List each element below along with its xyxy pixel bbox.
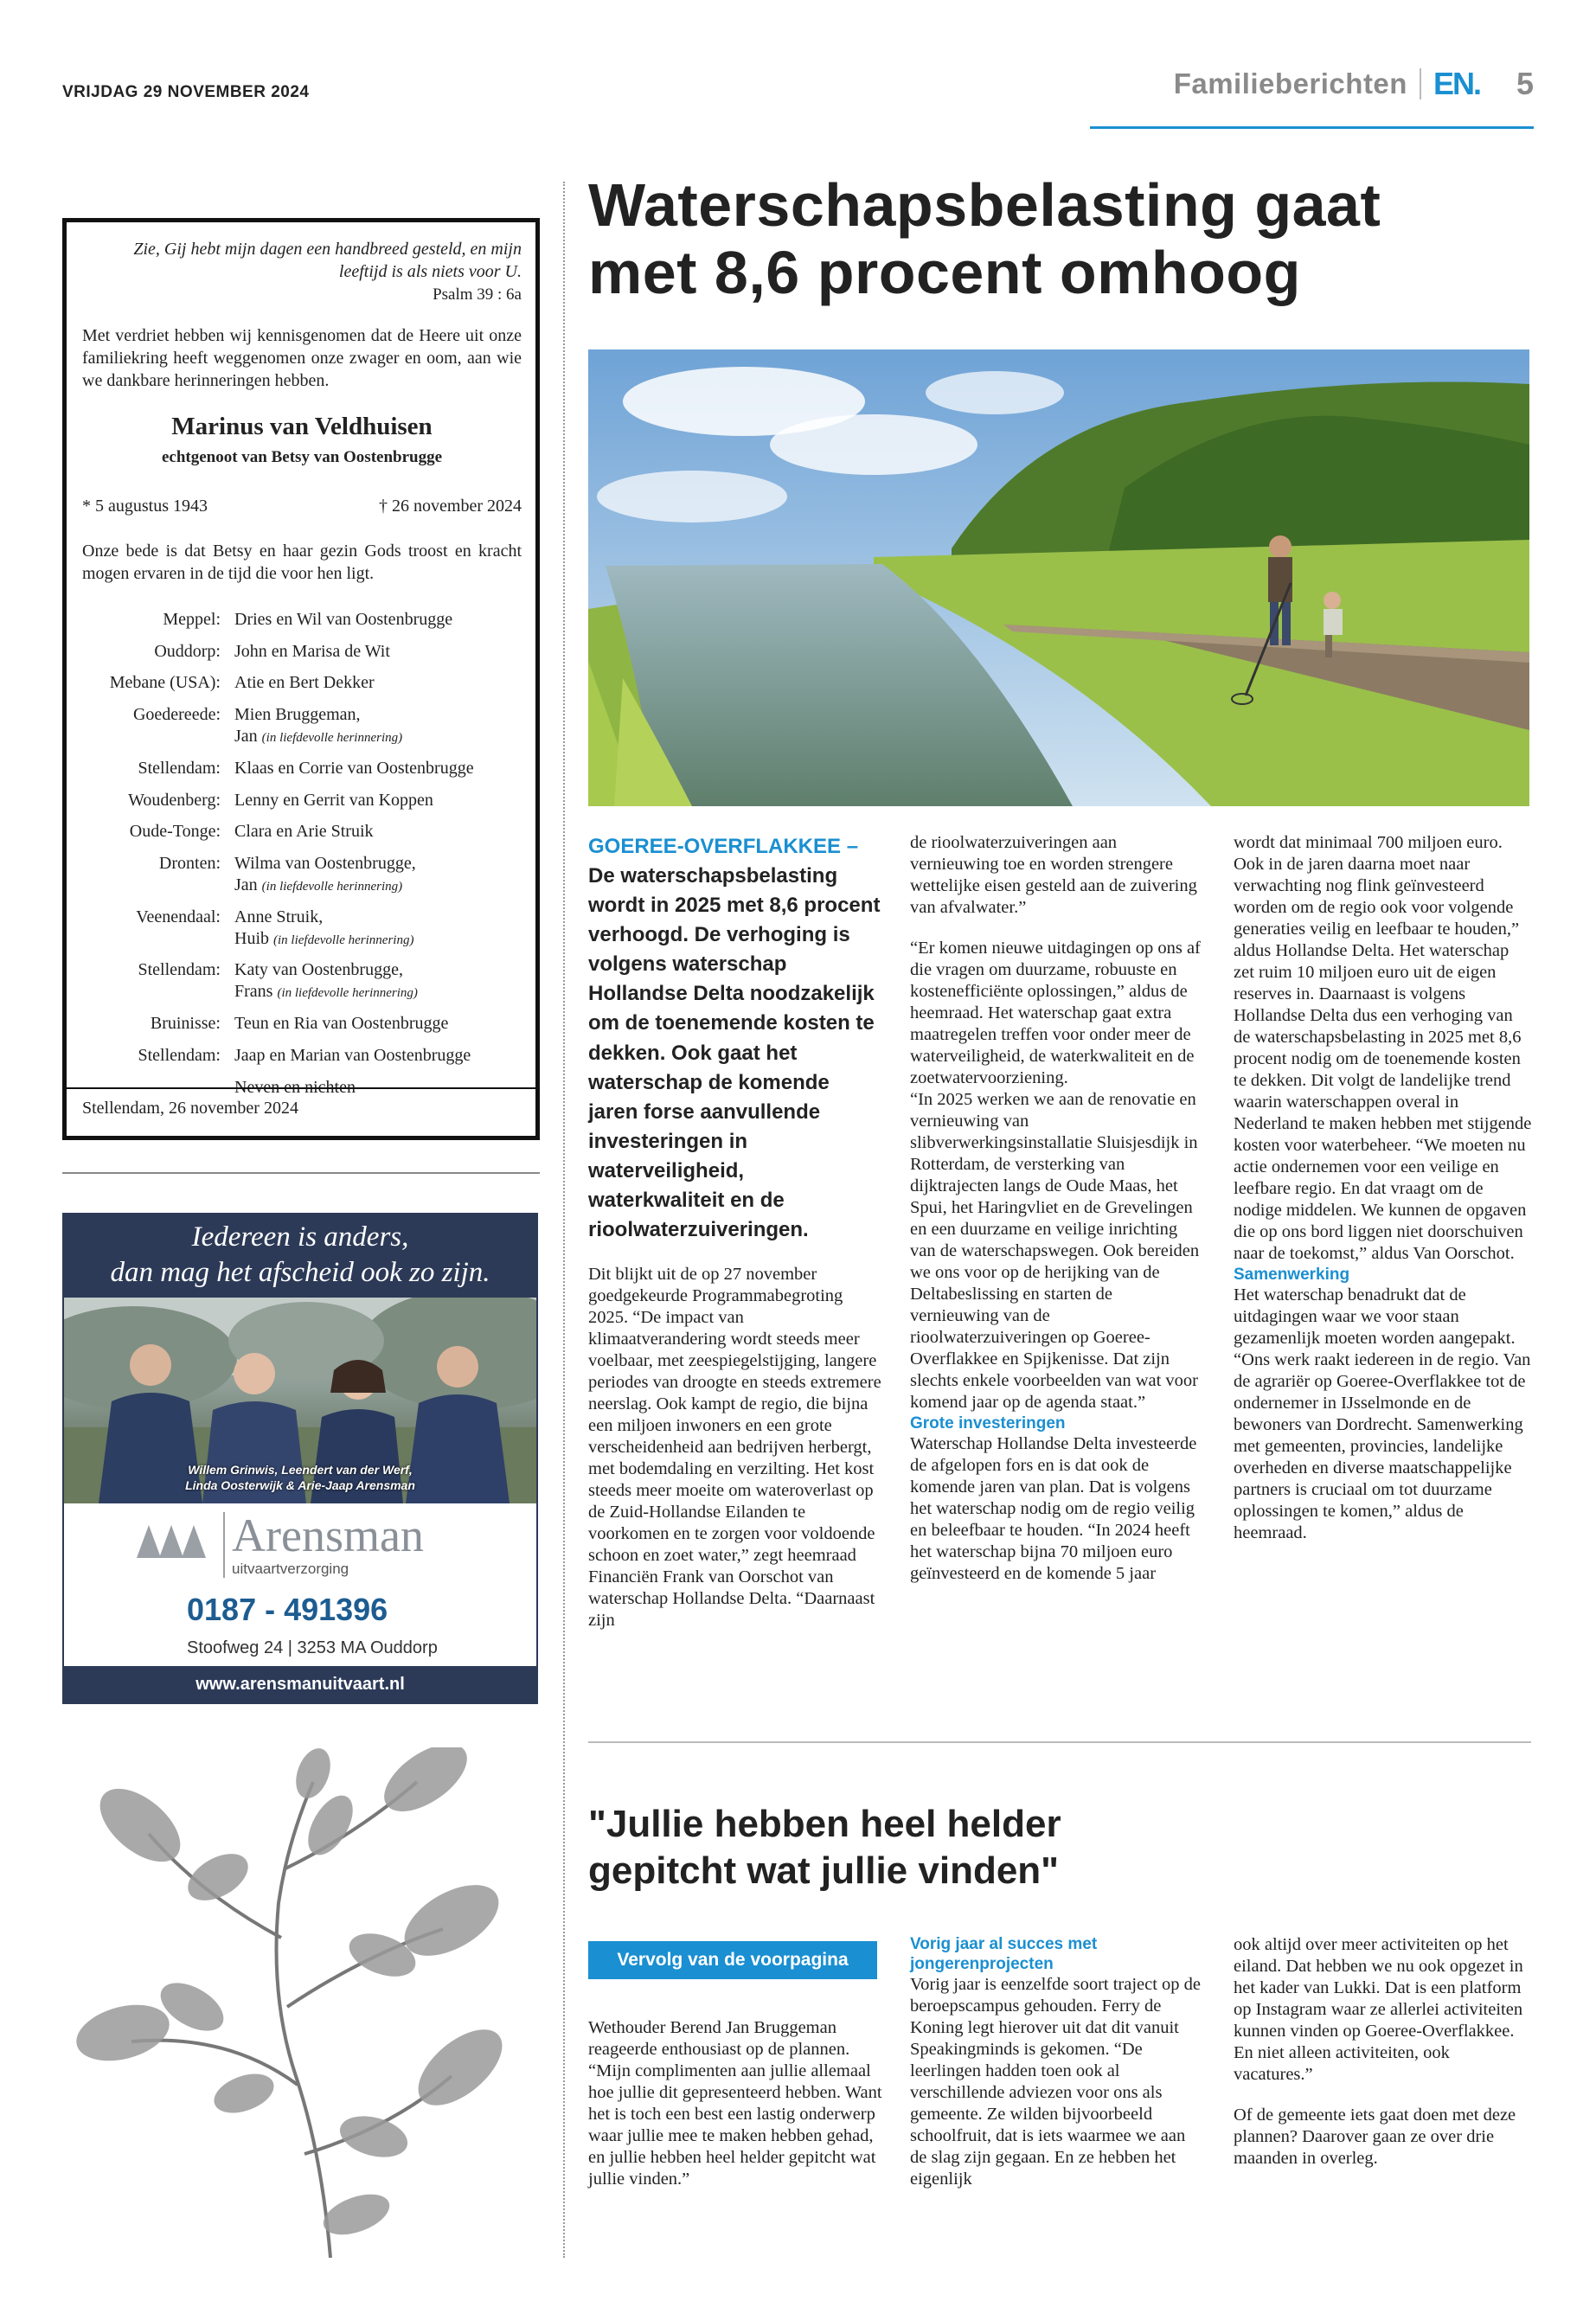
family-names-line: Atie en Bert Dekker xyxy=(234,673,375,693)
advert-caption-line2: Linda Oosterwijk & Arie-Jaap Arensman xyxy=(185,1477,415,1492)
family-names-line2 xyxy=(234,875,416,896)
family-names-line: Katy van Oostenbrugge, xyxy=(234,960,403,980)
article2-column-3 xyxy=(1234,1934,1532,2170)
article-column-1 xyxy=(588,832,882,1631)
article-body-p4: “In 2025 werken we aan de renovatie en vernieuwing van slibverwerkingsinstallatie Sluisjesdijk in Rotterdam, de versterking van dijktrajecten langs de Oude Maas, het Spui, het Haringvliet en de Grevelingen en een duurzame en veilige inrichting van de waterschapswegen. Ook bereiden we ons voor op de herijking van de Deltabeslissing en starten de vernieuwing van de rioolwaterzuiveringen op Goeree-Overflakkee en Spijkenisse. Dat zijn slechts enkele voorbeelden van wat voor komend jaar op de agenda staat.” xyxy=(910,1090,1200,1412)
article-photo xyxy=(588,349,1529,806)
article2-body-p4: Of de gemeente iets gaat doen met deze plannen? Daarover gaan ze over drie maanden in overleg. xyxy=(1234,2106,1516,2168)
family-place: Stellendam: xyxy=(138,960,221,980)
article2-headline-line1: "Jullie hebben heel helder xyxy=(588,1803,1061,1845)
article2-subhead: Vorig jaar al succes met jongerenprojecten xyxy=(910,1935,1098,1974)
family-names xyxy=(234,790,433,811)
advert-photo-caption xyxy=(64,1462,536,1493)
article2-column-1 xyxy=(588,2017,882,2190)
family-name-remembered: Huib xyxy=(234,928,269,948)
article-headline-line1: Waterschapsbelasting gaat xyxy=(588,171,1381,239)
article-body-p3: “Er komen nieuwe uitdagingen op ons af die vragen om duurzame, robuuste en kostenefficiënte oplossingen,” aldus de heemraad. Het waterschap gaat extra maatregelen treffen voor onder meer de waterveiligheid, de waterkwaliteit en de zoetwatervoorziening. xyxy=(910,939,1201,1087)
family-row xyxy=(82,790,522,811)
article-headline xyxy=(588,171,1531,307)
family-row xyxy=(82,641,522,663)
article-body-p2: de rioolwaterzuiveringen aan vernieuwing toe en worden strengere wettelijke eisen gesteld aan de zuivering van afvalwater.” xyxy=(910,833,1197,917)
family-place: Woudenberg: xyxy=(128,790,221,810)
family-names xyxy=(234,672,375,694)
family-names-line: Dries en Wil van Oostenbrugge xyxy=(234,609,453,629)
advert-phone[interactable]: 0187 - 491396 xyxy=(187,1592,388,1627)
canal-photo-illustration xyxy=(588,349,1529,806)
article-headline-line2: met 8,6 procent omhoog xyxy=(588,239,1301,307)
page-number: 5 xyxy=(1516,66,1534,101)
death-date: † 26 november 2024 xyxy=(379,496,522,516)
remembrance-note: (in liefdevolle herinnering) xyxy=(261,730,403,745)
family-place: Bruinisse: xyxy=(150,1013,221,1033)
article-column-3 xyxy=(1234,832,1532,1544)
advert-logo-name: Arensman xyxy=(232,1509,424,1561)
article2-body-p2: Vorig jaar is eenzelfde soort traject op de beroepscampus gehouden. Ferry de Koning legt hierover uit dat dit vanuit Speakingminds is gekomen. “De leerlingen hadden toen ook al verschillende adviezen voor ons als gemeente. Ze wilden bijvoorbeeld schoolfruit, dat is iets waarmee we aan de slag zijn gegaan. En ze hebben het eigenlijk xyxy=(910,1975,1202,2189)
article-column-2 xyxy=(910,832,1202,1585)
article-lead-text: De waterschapsbelasting wordt in 2025 met 8,6 procent verhoogd. De verhoging is volgens waterschap Hollandse Delta noodzakelijk om de toenemende kosten te dekken. Ook gaat het waterschap de komende jaren forse aanvullende investeringen in waterveiligheid, waterkwaliteit en de rioolwaterzuiveringen. xyxy=(588,864,881,1242)
article-body-p5: Waterschap Hollandse Delta investeerde de afgelopen fors en is dat ook de komende jaren van plan. Dat is volgens het waterschap nodig om de regio veilig en beleefbaar te houden. “In 2024 heeft het waterschap bijna 70 miljoen euro geïnvesteerd en de komende 5 jaar xyxy=(910,1434,1197,1584)
article-body-p6: wordt dat minimaal 700 miljoen euro. Ook in de jaren daarna moet naar verwachting nog flink geïnvesteerd worden om de regio ook voor volgende generaties veilig en leefbaar te houden,” aldus Hollandse Delta. Het waterschap zet ruim 10 miljoen euro uit de eigen reserves in. Daarnaast is volgens Hollandse Delta dus een verhoging van de waterschapsbelasting in 2025 met 8,6 procent nodig om de toenemende kosten te dekken. Dit volgt de landelijke trend waarin waterschappen overal in Nederland te maken hebben met stijgende kosten voor waterbeheer. “We moeten nu actie ondernemen voor een veilige en leefbare regio. En dat vraagt om de nodige middelen. We kunnen de opgaven die op ons bord liggen niet doorschuiven naar de toekomst,” aldus Van Oorschot. xyxy=(1234,833,1532,1263)
family-row xyxy=(82,959,522,1003)
family-place: Mebane (USA): xyxy=(109,673,221,693)
article2-headline-line2: gepitcht wat jullie vinden" xyxy=(588,1849,1060,1892)
family-names xyxy=(234,907,413,950)
column-divider xyxy=(563,182,565,2258)
family-row xyxy=(82,1045,522,1067)
family-row xyxy=(82,907,522,950)
obituary-notice xyxy=(62,218,540,1140)
family-names-line: Teun en Ria van Oostenbrugge xyxy=(234,1013,449,1033)
family-name-remembered: Jan xyxy=(234,726,258,746)
family-names-line: Jaap en Marian van Oostenbrugge xyxy=(234,1045,471,1065)
left-column-rule xyxy=(62,1172,540,1174)
article-body-p1: Dit blijkt uit de op 27 november goedgekeurde Programmabegroting 2025. “De impact van klimaatverandering wordt steeds meer voelbaar, met zeespiegelstijging, langere periodes van droogte en steeds extremere neerslag. Ook kampt de regio, die bijna een miljoen inwoners en een grote verscheidenheid aan bedrijven herbergt, met bodemdaling en verzilting. Het kost steeds meer moeite om wateroverlast op de Zuid-Hollandse Eilanden te voorkomen en te zorgen voor voldoende schoon en zoet water,” zegt heemraad Financiën Frank van Oorschot van waterschap Hollandse Delta. “Daarnaast zijn xyxy=(588,1265,881,1631)
family-names-line: Mien Bruggeman, xyxy=(234,705,361,725)
life-dates xyxy=(82,496,522,517)
issue-date: VRIJDAG 29 NOVEMBER 2024 xyxy=(62,83,310,101)
family-row xyxy=(82,672,522,694)
advert-slogan-line1: Iedereen is anders, xyxy=(191,1221,409,1253)
family-row xyxy=(82,821,522,843)
advert-logo-sub: uitvaartverzorging xyxy=(232,1561,349,1577)
article-body-p7: Het waterschap benadrukt dat de uitdagingen waar we voor staan gezamenlijk moeten worden aangepakt. “Ons werk raakt iedereen in de regio. Van de agrariër op Goeree-Overflakkee tot de ondernemer in IJsselmonde en de bewoners van Dordrecht. Samenwerking met gemeenten, provincies, landelijke overheden en diverse maatschappelijke partners is cruciaal om tot duurzame oplossingen te komen,” aldus de heemraad. xyxy=(1234,1285,1531,1543)
family-place: Oude-Tonge: xyxy=(129,822,221,842)
advert-team-photo xyxy=(64,1298,536,1503)
family-names-line: Klaas en Corrie van Oostenbrugge xyxy=(234,758,474,778)
family-row xyxy=(82,704,522,747)
advert-caption-line1: Willem Grinwis, Leendert van der Werf, xyxy=(188,1462,413,1477)
article2-column-2 xyxy=(910,1934,1202,2190)
page-header xyxy=(1174,66,1534,102)
remembrance-note: (in liefdevolle herinnering) xyxy=(261,879,403,894)
family-row xyxy=(82,1013,522,1035)
article-lead xyxy=(588,832,882,1245)
family-names xyxy=(234,641,390,663)
family-names-line: Wilma van Oostenbrugge, xyxy=(234,854,416,874)
family-place: Veenendaal: xyxy=(136,907,221,926)
family-names-line: John en Marisa de Wit xyxy=(234,641,390,661)
family-names xyxy=(234,1013,448,1035)
family-names-line2 xyxy=(234,928,413,950)
obituary-footer: Stellendam, 26 november 2024 xyxy=(67,1087,535,1136)
remembrance-note: (in liefdevolle herinnering) xyxy=(277,986,418,1001)
family-names-line: Anne Struik, xyxy=(234,907,324,926)
family-place: Ouddorp: xyxy=(154,641,221,661)
article-subhead-cooperation: Samenwerking xyxy=(1234,1266,1350,1284)
advert-slogan xyxy=(64,1215,536,1298)
family-names-line2 xyxy=(234,726,402,747)
family-row xyxy=(82,609,522,631)
advert-slogan-line2: dan mag het afscheid ook zo zijn. xyxy=(110,1257,490,1289)
family-row xyxy=(82,758,522,779)
arensman-logo-mark-icon xyxy=(135,1522,213,1569)
family-names xyxy=(234,959,418,1003)
family-place: Goedereede: xyxy=(132,705,221,725)
deceased-spouse: echtgenoot van Betsy van Oostenbrugge xyxy=(161,448,443,466)
header-separator xyxy=(1420,68,1421,99)
article2-body-p3: ook altijd over meer activiteiten op het eiland. Dat hebben we nu ook opgezet in het kader van Lukki. Dat is een platform op Instagram waar ze allerlei activiteiten kunnen vinden op Goeree-Overflakkee. En niet alleen activiteiten, ook vacatures.” xyxy=(1234,1935,1523,2084)
family-list xyxy=(82,609,522,1099)
family-place: Stellendam: xyxy=(138,1045,221,1065)
obituary-prayer: Onze bede is dat Betsy en haar gezin Gods troost en kracht mogen ervaren in de tijd die voor hen ligt. xyxy=(82,541,522,583)
deceased-name: Marinus van Veldhuisen xyxy=(171,412,433,440)
remembrance-note: (in liefdevolle herinnering) xyxy=(273,933,414,947)
arensman-logo xyxy=(64,1503,536,1578)
leaf-branch-illustration xyxy=(71,1747,521,2258)
family-names xyxy=(234,704,402,747)
family-row xyxy=(82,853,522,896)
family-place: Stellendam: xyxy=(138,758,221,778)
article-separator xyxy=(588,1741,1531,1743)
family-names-line: Lenny en Gerrit van Koppen xyxy=(234,790,433,810)
article2-headline xyxy=(588,1801,1280,1894)
family-place: Dronten: xyxy=(158,854,221,874)
article-subhead-investments: Grote investeringen xyxy=(910,1414,1066,1433)
family-names xyxy=(234,758,474,779)
family-names xyxy=(234,853,416,896)
family-names-line2 xyxy=(234,981,418,1003)
family-name-remembered: Frans xyxy=(234,982,273,1002)
family-names-line: Neven en nichten xyxy=(234,1077,356,1097)
header-rule xyxy=(1090,126,1534,129)
family-place: Meppel: xyxy=(163,609,221,629)
obituary-quote-ref: Psalm 39 : 6a xyxy=(433,285,522,304)
family-names xyxy=(234,1045,471,1067)
en-logo: EN. xyxy=(1433,66,1480,101)
advert-website-link[interactable]: www.arensmanuitvaart.nl xyxy=(64,1666,536,1702)
advert-address: Stoofweg 24 | 3253 MA Ouddorp xyxy=(187,1638,438,1657)
birth-date: * 5 augustus 1943 xyxy=(82,496,208,516)
family-names xyxy=(234,609,452,631)
continued-from-front-badge: Vervolg van de voorpagina xyxy=(588,1941,877,1979)
family-name-remembered: Jan xyxy=(234,875,258,894)
obituary-quote: Zie, Gij hebt mijn dagen een handbreed gesteld, en mijn leeftijd is als niets voor U. xyxy=(133,240,522,281)
obituary-intro: Met verdriet hebben wij kennisgenomen dat de Heere uit onze familiekring heeft weggenomen onze zwager en oom, aan wie we dankbare herinneringen hebben. xyxy=(82,325,522,390)
article2-body-p1: Wethouder Berend Jan Bruggeman reageerde enthousiast op de plannen. “Mijn complimenten aan jullie allemaal hoe jullie dit gepresenteerd hebben. Want het is toch een best een lastig onderwerp waar jullie mee te maken hebben gehad, en jullie hebben heel helder gepitcht wat jullie vinden.” xyxy=(588,2018,882,2189)
funeral-advert[interactable] xyxy=(62,1213,538,1704)
section-title: Familieberichten xyxy=(1173,67,1407,99)
family-names-line: Clara en Arie Struik xyxy=(234,822,374,842)
family-names xyxy=(234,821,374,843)
article-dateline: GOEREE-OVERFLAKKEE – xyxy=(588,835,859,858)
